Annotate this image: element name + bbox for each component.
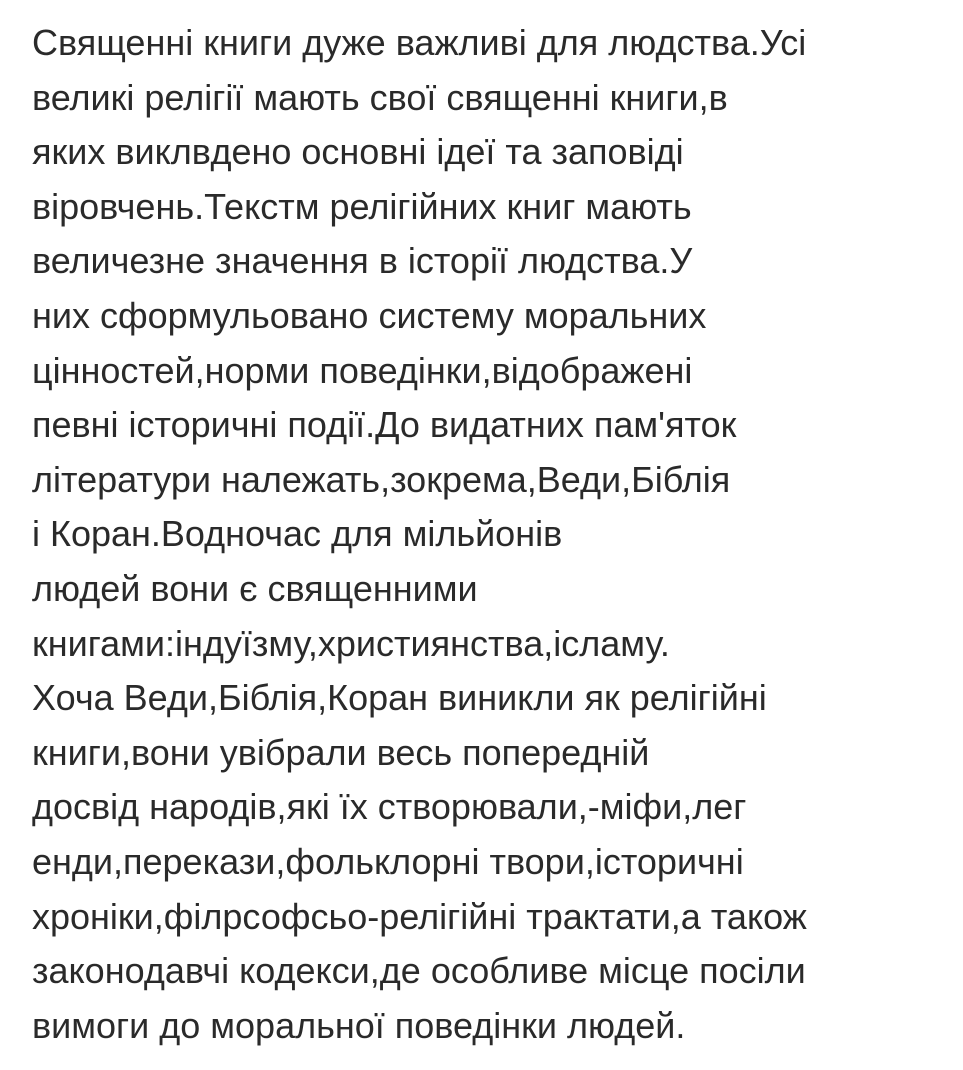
text-line-17: хроніки,філрсофсьо-релігійні трактати,а також [32,895,807,937]
document-text [32,16,952,1053]
text-line-10: і Коран.Водночас для мільйонів [32,513,563,555]
text-line-13: Хоча Веди,Біблія,Коран виникли як релігійні [32,677,767,719]
text-line-6: них сформульовано систему моральних [32,294,707,336]
text-line-9: літератури належать,зокрема,Веди,Біблія [32,458,731,500]
text-line-3: яких виклвдено основні ідеї та заповіді [32,131,684,173]
text-line-19: вимоги до моральної поведінки людей. [32,1004,686,1046]
text-line-7: цінностей,норми поведінки,відображені [32,349,693,391]
text-line-1: Священні книги дуже важливі для людства.Усі [32,22,807,63]
text-line-18: законодавчі кодекси,де особливе місце посіли [32,950,806,992]
text-line-4: віровчень.Текстм релігійних книг мають [32,185,692,227]
text-line-11: людей вони є священними [32,567,478,609]
text-line-8: певні історичні події.До видатних пам'яток [32,404,737,446]
text-line-16: енди,перекази,фольклорні твори,історичні [32,840,744,882]
text-line-12: книгами:індуїзму,християнства,ісламу. [32,622,670,664]
text-line-2: великі релігії мають свої священні книги,в [32,76,728,118]
text-line-14: книги,вони увібрали весь попередній [32,731,650,773]
text-line-5: величезне значення в історії людства.У [32,240,693,282]
text-line-15: досвід народів,які їх створювали,-міфи,лег [32,786,747,828]
